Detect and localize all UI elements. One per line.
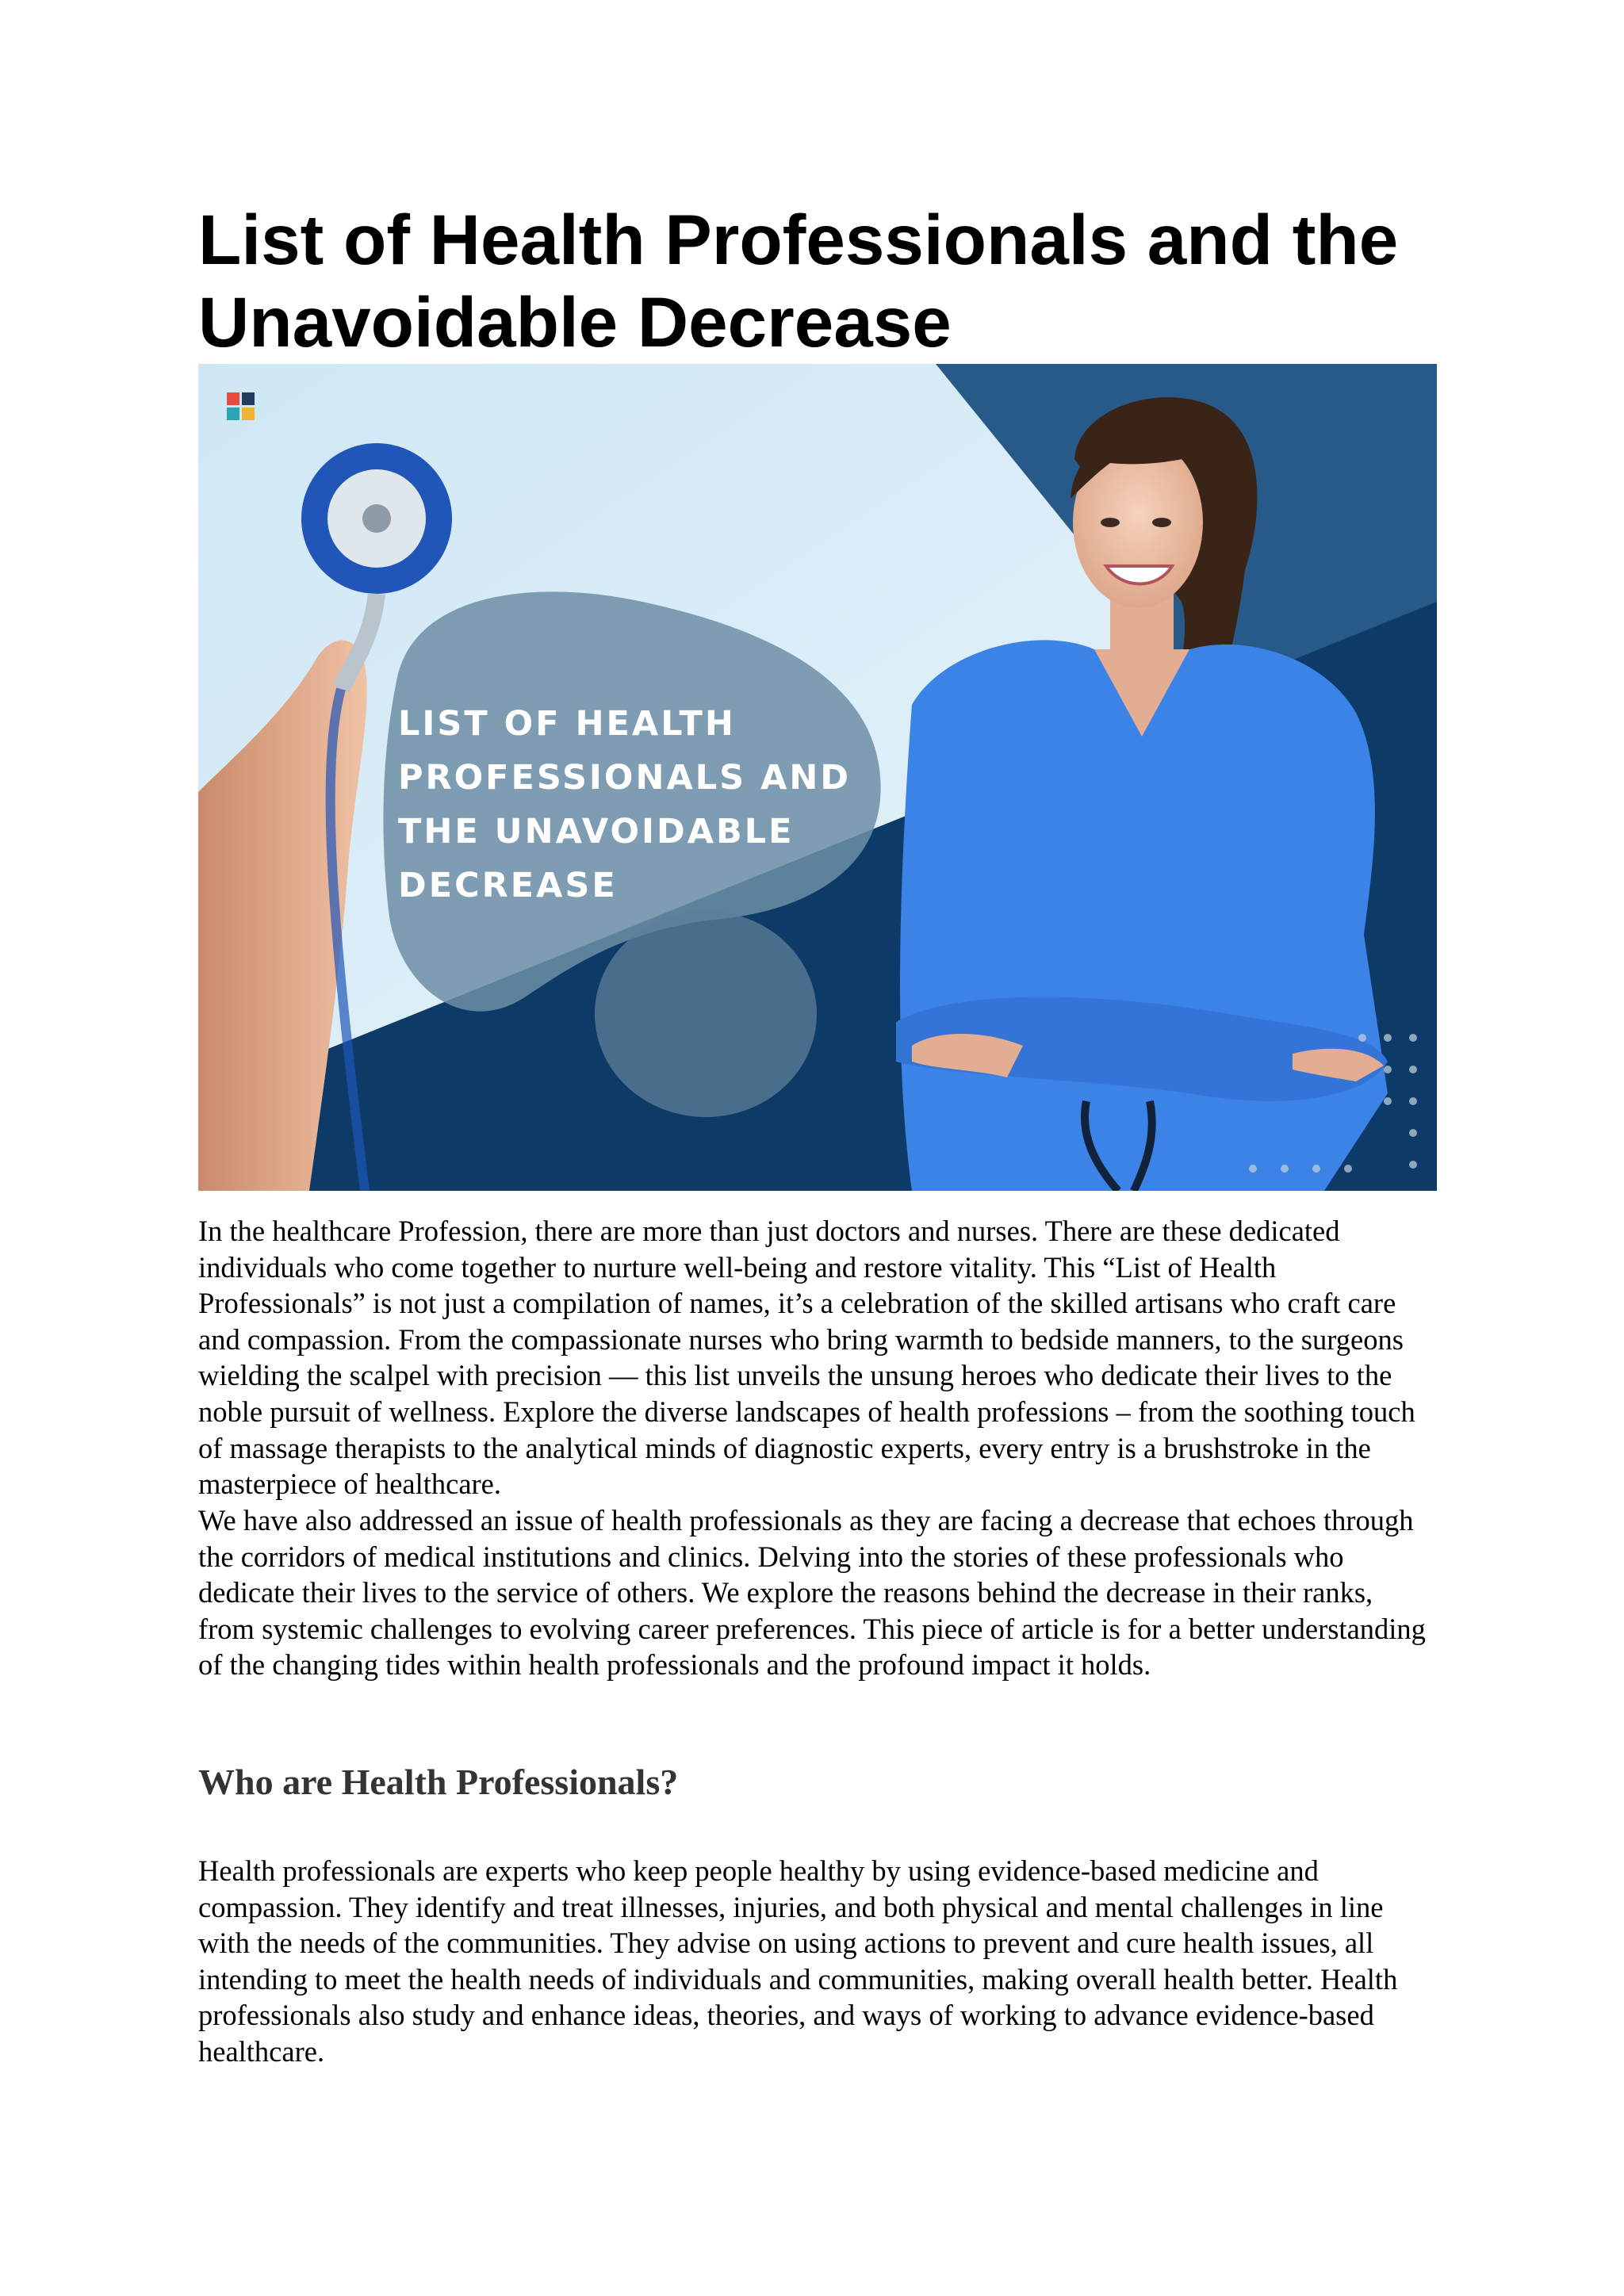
hero-title-line-1: LIST OF HEALTH	[398, 704, 736, 744]
section-heading: Who are Health Professionals?	[198, 1762, 679, 1802]
hero-title-line-4: DECREASE	[398, 866, 618, 905]
hero-image	[198, 364, 1437, 1191]
hero-title-line-3: THE UNAVOIDABLE	[398, 812, 795, 851]
section-paragraph: Health professionals are experts who keep people healthy by using evidence-based medicine and compassion. They identify and treat illnesses, injuries, and both physical and mental challenges in line with the needs of the communities. They advise on using actions to prevent and cure health issues, all intending to meet the health needs of individuals and communities, making overall health better. Health professionals also study and enhance ideas, theories, and ways of working to advance evidence-based healthcare.	[198, 1854, 1398, 2068]
article-title: List of Health Professionals and the Unavoidable Decrease	[198, 200, 1399, 362]
hero-title-line-2: PROFESSIONALS AND	[398, 758, 852, 798]
intro-paragraph-2: We have also addressed an issue of health professionals as they are facing a decrease that echoes through the corridors of medical institutions and clinics. Delving into the stories of these professionals who dedicate their lives to the service of others. We explore the reasons behind the decrease in their ranks, from systemic challenges to evolving career preferences. This piece of article is for a better understanding of the changing tides within health professionals and the profound impact it holds.	[198, 1504, 1426, 1682]
intro-paragraph-1: In the healthcare Profession, there are more than just doctors and nurses. There are these dedicated individuals who come together to nurture well-being and restore vitality. This “List of Health Professionals” is not just a compilation of names, it’s a celebration of the skilled artisans who craft care and compassion. From the compassionate nurses who bring warmth to bedside manners, to the surgeons wielding the scalpel with precision — this list unveils the unsung heroes who dedicate their lives to the noble pursuit of wellness. Explore the diverse landscapes of health professions – from the soothing touch of massage therapists to the analytical minds of diagnostic experts, every entry is a brushstroke in the masterpiece of healthcare.	[198, 1215, 1415, 1501]
